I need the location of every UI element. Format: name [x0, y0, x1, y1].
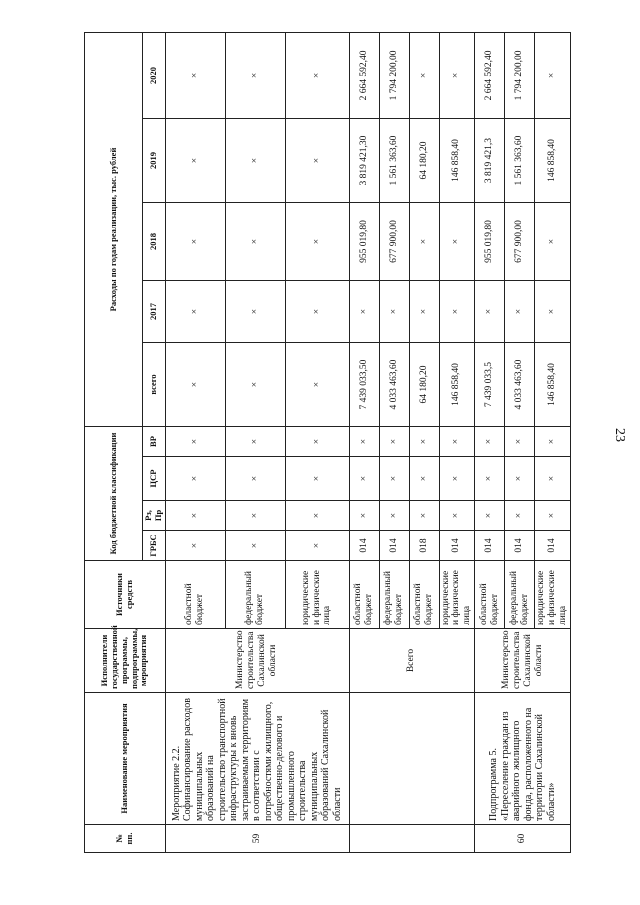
- cell-vr: ×: [165, 427, 225, 457]
- cell-y2019: 1 561 363,60: [379, 119, 409, 203]
- funding-source: федеральный бюджет: [225, 561, 285, 629]
- funding-source: областной бюджет: [475, 561, 505, 629]
- cell-grbs: ×: [225, 531, 285, 561]
- cell-y2020: ×: [165, 32, 225, 118]
- header-grbs: ГРБС: [143, 531, 166, 561]
- cell-rzpr: ×: [165, 501, 225, 531]
- cell-grbs: 014: [439, 531, 475, 561]
- activity-name: Мероприятие 2.2. Софинансирование расходов муниципальных образований на строительство транспортной инфраструктуры к вновь застраиваемым территориям в соответствии с потребностями жилищного, общественно-делового и промышленного строительства муниципальных образований Сахалинской области: [165, 693, 349, 825]
- cell-y2020: ×: [409, 32, 439, 118]
- funding-source: областной бюджет: [349, 561, 379, 629]
- funding-source: юридические и физические лица: [535, 561, 571, 629]
- rotated-table-container: [84, 33, 569, 853]
- page-number: 23: [612, 428, 627, 442]
- row-number: 60: [475, 825, 571, 853]
- cell-y2019: 3 819 421,3: [475, 119, 505, 203]
- cell-y2017: ×: [505, 281, 535, 343]
- activity-name: [349, 693, 475, 825]
- cell-rzpr: ×: [439, 501, 475, 531]
- cell-grbs: 014: [535, 531, 571, 561]
- cell-y2017: ×: [439, 281, 475, 343]
- funding-source: юридические и физические лица: [439, 561, 475, 629]
- cell-y2020: ×: [439, 32, 475, 118]
- cell-total: 146 858,40: [535, 343, 571, 427]
- cell-rzpr: ×: [379, 501, 409, 531]
- cell-y2020: ×: [535, 32, 571, 118]
- cell-y2017: ×: [535, 281, 571, 343]
- cell-rzpr: ×: [409, 501, 439, 531]
- cell-y2020: ×: [225, 32, 285, 118]
- cell-y2017: ×: [225, 281, 285, 343]
- header-no: № пп.: [85, 825, 166, 853]
- cell-csr: ×: [439, 457, 475, 501]
- cell-y2017: ×: [165, 281, 225, 343]
- cell-total: 4 033 463,60: [379, 343, 409, 427]
- cell-y2019: 146 858,40: [535, 119, 571, 203]
- cell-csr: ×: [505, 457, 535, 501]
- cell-y2018: ×: [225, 203, 285, 281]
- cell-grbs: 014: [505, 531, 535, 561]
- rotated-page-content: [84, 33, 569, 853]
- header-2017: 2017: [143, 281, 166, 343]
- cell-y2017: ×: [475, 281, 505, 343]
- cell-y2018: ×: [535, 203, 571, 281]
- cell-rzpr: ×: [535, 501, 571, 531]
- header-vr: ВР: [143, 427, 166, 457]
- cell-grbs: 018: [409, 531, 439, 561]
- funding-source: федеральный бюджет: [505, 561, 535, 629]
- cell-y2020: ×: [285, 32, 349, 118]
- row-number: 59: [165, 825, 349, 853]
- executor: Министерство строительства Сахалинской области: [165, 629, 349, 693]
- header-name: Наименование мероприятия: [85, 693, 166, 825]
- cell-y2020: 1 794 200,00: [379, 32, 409, 118]
- cell-vr: ×: [225, 427, 285, 457]
- header-budget-code: Код бюджетной классификации: [85, 427, 143, 561]
- table-row: [349, 32, 379, 852]
- cell-y2017: ×: [409, 281, 439, 343]
- cell-y2018: 677 900,00: [379, 203, 409, 281]
- cell-y2019: 3 819 421,30: [349, 119, 379, 203]
- cell-y2018: ×: [285, 203, 349, 281]
- cell-csr: ×: [535, 457, 571, 501]
- cell-rzpr: ×: [505, 501, 535, 531]
- header-executor: Исполнители государственной программы, подпрограммы, мероприятия: [85, 629, 166, 693]
- cell-y2018: 955 019,80: [475, 203, 505, 281]
- executor: Министерство строительства Сахалинской области: [475, 629, 571, 693]
- cell-vr: ×: [349, 427, 379, 457]
- header-sources: Источники средств: [85, 561, 166, 629]
- cell-rzpr: ×: [349, 501, 379, 531]
- cell-vr: ×: [439, 427, 475, 457]
- funding-source: областной бюджет: [165, 561, 225, 629]
- funding-source: областной бюджет: [409, 561, 439, 629]
- cell-csr: ×: [165, 457, 225, 501]
- cell-y2018: 677 900,00: [505, 203, 535, 281]
- cell-grbs: 014: [349, 531, 379, 561]
- cell-csr: ×: [409, 457, 439, 501]
- header-2019: 2019: [143, 119, 166, 203]
- cell-vr: ×: [535, 427, 571, 457]
- cell-y2018: ×: [439, 203, 475, 281]
- cell-total: 146 858,40: [439, 343, 475, 427]
- cell-grbs: ×: [165, 531, 225, 561]
- cell-total: 7 439 033,50: [349, 343, 379, 427]
- cell-grbs: 014: [379, 531, 409, 561]
- cell-y2020: 2 664 592,40: [475, 32, 505, 118]
- header-total: всего: [143, 343, 166, 427]
- table-body: [165, 32, 571, 852]
- cell-rzpr: ×: [475, 501, 505, 531]
- cell-y2018: 955 019,80: [349, 203, 379, 281]
- cell-total: 64 180,20: [409, 343, 439, 427]
- cell-y2020: 2 664 592,40: [349, 32, 379, 118]
- cell-y2019: ×: [285, 119, 349, 203]
- funding-source: юридические и физические лица: [285, 561, 349, 629]
- executor: Всего: [349, 629, 475, 693]
- cell-grbs: ×: [285, 531, 349, 561]
- row-number: [349, 825, 475, 853]
- cell-vr: ×: [379, 427, 409, 457]
- cell-total: ×: [165, 343, 225, 427]
- cell-y2019: 146 858,40: [439, 119, 475, 203]
- cell-total: ×: [225, 343, 285, 427]
- cell-csr: ×: [349, 457, 379, 501]
- header-expenses: Расходы по годам реализации, тыс. рублей: [85, 32, 143, 426]
- cell-y2019: 1 561 363,60: [505, 119, 535, 203]
- funding-source: федеральный бюджет: [379, 561, 409, 629]
- cell-vr: ×: [409, 427, 439, 457]
- cell-y2020: 1 794 200,00: [505, 32, 535, 118]
- cell-grbs: 014: [475, 531, 505, 561]
- header-2020: 2020: [143, 32, 166, 118]
- cell-rzpr: ×: [285, 501, 349, 531]
- cell-csr: ×: [475, 457, 505, 501]
- cell-y2019: 64 180,20: [409, 119, 439, 203]
- cell-vr: ×: [505, 427, 535, 457]
- table-row: [475, 32, 505, 852]
- cell-total: ×: [285, 343, 349, 427]
- header-2018: 2018: [143, 203, 166, 281]
- cell-y2018: ×: [165, 203, 225, 281]
- header-csr: ЦСР: [143, 457, 166, 501]
- cell-y2017: ×: [379, 281, 409, 343]
- activity-name: Подпрограмма 5. «Переселение граждан из аварийного жилищного фонда, расположенного на территории Сахалинской области»: [475, 693, 571, 825]
- cell-csr: ×: [225, 457, 285, 501]
- table-header: [85, 32, 166, 852]
- table-row: [165, 32, 225, 852]
- cell-rzpr: ×: [225, 501, 285, 531]
- cell-vr: ×: [475, 427, 505, 457]
- cell-y2019: ×: [225, 119, 285, 203]
- cell-y2019: ×: [165, 119, 225, 203]
- cell-total: 4 033 463,60: [505, 343, 535, 427]
- expenses-table: [84, 32, 571, 853]
- cell-total: 7 439 033,5: [475, 343, 505, 427]
- cell-csr: ×: [285, 457, 349, 501]
- cell-vr: ×: [285, 427, 349, 457]
- cell-y2017: ×: [285, 281, 349, 343]
- cell-csr: ×: [379, 457, 409, 501]
- cell-y2017: ×: [349, 281, 379, 343]
- header-rzpr: Рз, Пр: [143, 501, 166, 531]
- cell-y2018: ×: [409, 203, 439, 281]
